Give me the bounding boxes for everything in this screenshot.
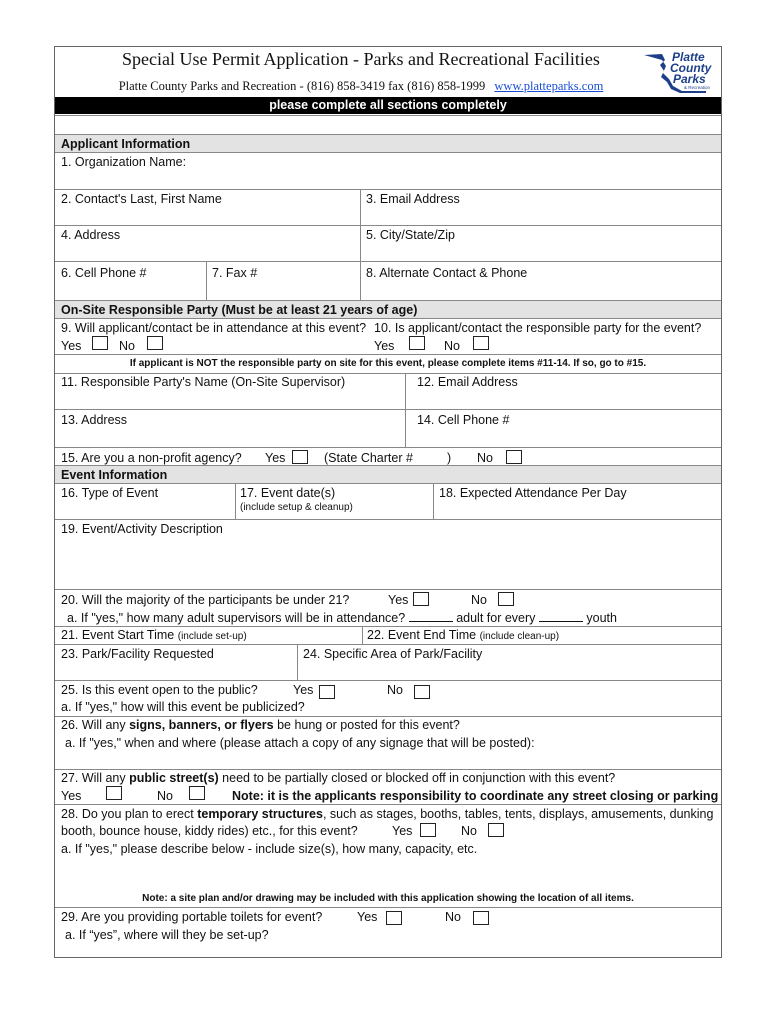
q15-yes-checkbox[interactable]: [292, 450, 308, 464]
event-section-heading: Event Information: [61, 468, 168, 482]
q29-yes-label: Yes: [357, 910, 378, 924]
q28-text-2: , such as stages, booths, tables, tents, displays, amusements, dunking: [322, 807, 714, 821]
logo-text-platte: Platte: [672, 50, 705, 64]
end-time-field[interactable]: [367, 628, 559, 644]
q27-label: [61, 771, 615, 786]
q9-yes-label: Yes: [61, 339, 82, 353]
q26-text-bold: signs, banners, or flyers: [129, 718, 274, 732]
expected-attendance-field[interactable]: 18. Expected Attendance Per Day: [439, 486, 627, 500]
end-time-note: (include clean-up): [479, 631, 560, 642]
permit-form: [54, 46, 722, 958]
street-closing-note: Note: it is the applicants responsibility to coordinate any street closing or parking: [232, 789, 719, 803]
q28-text-bold: temporary structures: [197, 807, 323, 821]
q28-line-2: booth, bounce house, kiddy rides) etc., for this event?: [61, 824, 358, 838]
contact-name-field[interactable]: 2. Contact's Last, First Name: [61, 192, 222, 206]
q27-yes-label: Yes: [61, 789, 82, 803]
address-field[interactable]: 4. Address: [61, 228, 121, 242]
q28-no-checkbox[interactable]: [488, 823, 504, 837]
logo-text-county: County: [670, 61, 712, 75]
q25-label: 25. Is this event open to the public?: [61, 683, 258, 697]
organization-name-field[interactable]: 1. Organization Name:: [61, 155, 187, 169]
q20-yes-label: Yes: [388, 593, 409, 607]
q28-yes-label: Yes: [392, 824, 413, 838]
q20-label: 20. Will the majority of the participants be under 21?: [61, 593, 350, 607]
q25a-label: a. If "yes," how will this event be publicized?: [61, 700, 305, 714]
supervisor-count-blank[interactable]: [409, 610, 453, 622]
q9-no-checkbox[interactable]: [147, 336, 163, 350]
q25-no-label: No: [387, 683, 403, 697]
q25-no-checkbox[interactable]: [414, 685, 430, 699]
city-state-zip-field[interactable]: 5. City/State/Zip: [366, 228, 455, 242]
q20a-label: a. If "yes," how many adult supervisors will be in attendance?: [67, 611, 406, 625]
q29-label: 29. Are you providing portable toilets for event?: [61, 910, 323, 924]
end-time-label: 22. Event End Time: [367, 628, 477, 642]
q9-no-label: No: [119, 339, 135, 353]
fax-field[interactable]: 7. Fax #: [212, 266, 258, 280]
q25-yes-label: Yes: [293, 683, 314, 697]
q10-no-checkbox[interactable]: [473, 336, 489, 350]
youth-count-blank[interactable]: [539, 610, 583, 622]
q20-yes-checkbox[interactable]: [413, 592, 429, 606]
q27-no-label: No: [157, 789, 173, 803]
q26-label: [61, 718, 460, 733]
email-field[interactable]: 3. Email Address: [366, 192, 460, 206]
cell-phone-field[interactable]: 6. Cell Phone #: [61, 266, 147, 280]
q15-no-checkbox[interactable]: [506, 450, 522, 464]
start-time-label: 21. Event Start Time: [61, 628, 175, 642]
q27-text-bold: public street(s): [129, 771, 219, 785]
event-description-field[interactable]: 19. Event/Activity Description: [61, 522, 223, 536]
q27-text-1: 27. Will any: [61, 771, 130, 785]
event-dates-field[interactable]: 17. Event date(s): [240, 486, 336, 500]
q28-text-1: 28. Do you plan to erect: [61, 807, 198, 821]
q20-no-checkbox[interactable]: [498, 592, 514, 606]
q15-yes-label: Yes: [265, 451, 286, 465]
logo-text-recreation: & Recreation: [684, 85, 711, 90]
q10-label: 10. Is applicant/contact the responsible party for the event?: [374, 321, 702, 335]
specific-area-field[interactable]: 24. Specific Area of Park/Facility: [303, 647, 483, 661]
q20a-end: youth: [586, 611, 617, 625]
q29a-label: a. If “yes”, where will they be set-up?: [65, 928, 269, 942]
page-title: Special Use Permit Application - Parks and Recreational Facilities: [122, 49, 600, 69]
event-dates-note: (include setup & cleanup): [240, 502, 353, 513]
contact-info: Platte County Parks and Recreation - (816) 858-3419 fax (816) 858-1999: [118, 79, 486, 93]
q10-yes-label: Yes: [374, 339, 395, 353]
q20-no-label: No: [471, 593, 487, 607]
logo-text-parks: Parks: [673, 72, 706, 86]
q9-label: 9. Will applicant/contact be in attendance at this event?: [61, 321, 367, 335]
responsible-party-note: If applicant is NOT the responsible party on site for this event, please complete items #11-14. If so, go to #15.: [129, 358, 647, 369]
applicant-section-heading: Applicant Information: [61, 137, 191, 151]
park-facility-field[interactable]: 23. Park/Facility Requested: [61, 647, 214, 661]
responsible-party-name-field[interactable]: 11. Responsible Party's Name (On-Site Supervisor): [61, 375, 346, 389]
event-type-field[interactable]: 16. Type of Event: [61, 486, 159, 500]
q20a-line: [67, 610, 617, 626]
q26a-label: a. If "yes," when and where (please attach a copy of any signage that will be posted):: [65, 736, 535, 750]
q10-no-label: No: [444, 339, 460, 353]
q26-text-2: be hung or posted for this event?: [273, 718, 460, 732]
responsible-cell-field[interactable]: 14. Cell Phone #: [417, 413, 510, 427]
q26-text-1: 26. Will any: [61, 718, 130, 732]
q27-yes-checkbox[interactable]: [106, 786, 122, 800]
q15-no-label: No: [477, 451, 493, 465]
q28a-label: a. If "yes," please describe below - include size(s), how many, capacity, etc.: [61, 842, 478, 856]
q29-no-checkbox[interactable]: [473, 911, 489, 925]
onsite-section-heading: On-Site Responsible Party (Must be at least 21 years of age): [61, 303, 418, 317]
q15-label: 15. Are you a non-profit agency?: [61, 451, 242, 465]
q29-yes-checkbox[interactable]: [386, 911, 402, 925]
q9-yes-checkbox[interactable]: [92, 336, 108, 350]
q29-no-label: No: [445, 910, 461, 924]
state-charter-label: (State Charter #: [324, 451, 413, 465]
responsible-email-field[interactable]: 12. Email Address: [417, 375, 518, 389]
q10-yes-checkbox[interactable]: [409, 336, 425, 350]
website-link[interactable]: www.platteparks.com: [494, 79, 604, 93]
instruction-banner: please complete all sections completely: [54, 97, 722, 114]
state-charter-close: ): [447, 451, 452, 465]
site-plan-note: Note: a site plan and/or drawing may be included with this application showing the location of all items.: [142, 893, 634, 904]
q25-yes-checkbox[interactable]: [319, 685, 335, 699]
q28-label: [61, 807, 713, 822]
q27-text-2: need to be partially closed or blocked off in conjunction with this event?: [218, 771, 616, 785]
q28-no-label: No: [461, 824, 477, 838]
q28-yes-checkbox[interactable]: [420, 823, 436, 837]
start-time-note: (include set-up): [177, 631, 247, 642]
alternate-contact-field[interactable]: 8. Alternate Contact & Phone: [366, 266, 528, 280]
q27-no-checkbox[interactable]: [189, 786, 205, 800]
q20a-middle: adult for every: [456, 611, 536, 625]
start-time-field[interactable]: [61, 628, 247, 644]
responsible-address-field[interactable]: 13. Address: [61, 413, 128, 427]
